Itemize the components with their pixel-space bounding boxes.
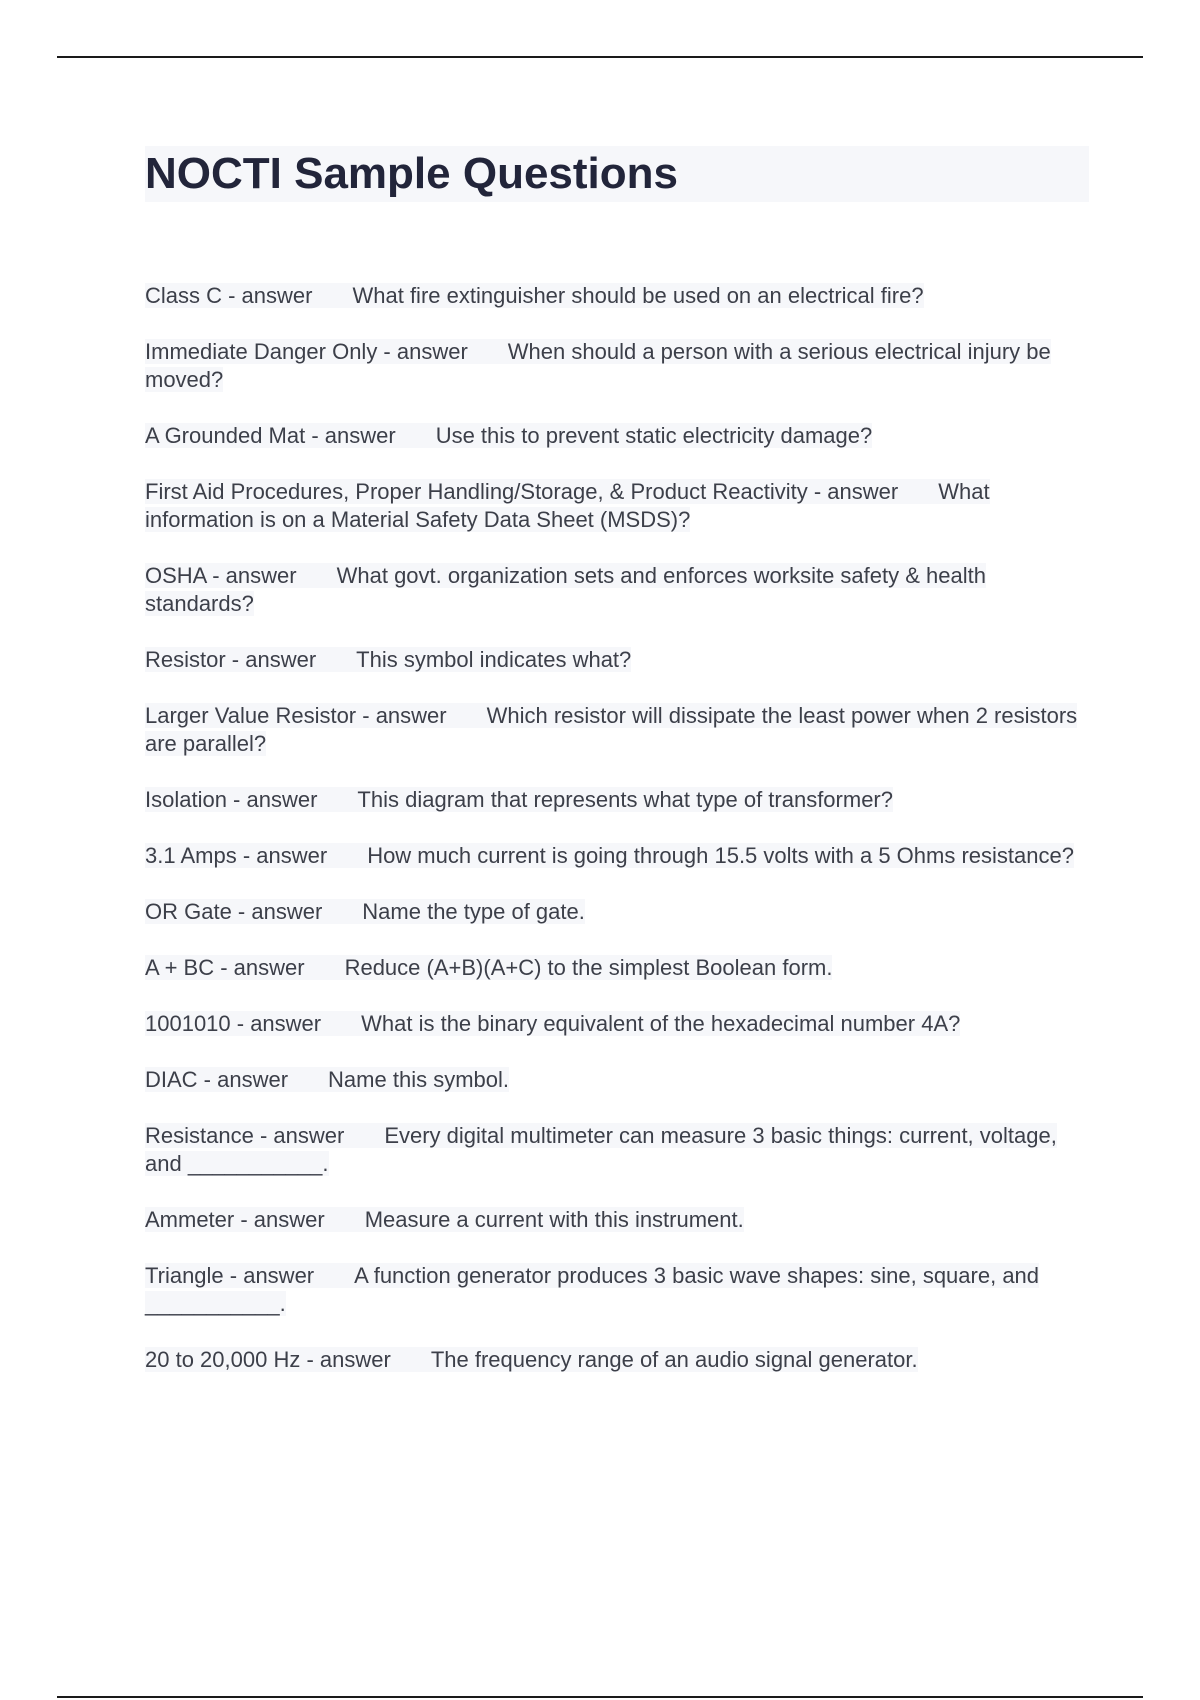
qa-question: When should a person with a serious electrical injury be moved? bbox=[145, 339, 1051, 392]
qa-item bbox=[145, 1206, 1089, 1234]
qa-answer: Class C - answer bbox=[145, 283, 313, 308]
qa-answer: 1001010 - answer bbox=[145, 1011, 322, 1036]
qa-item bbox=[145, 786, 1089, 814]
qa-question: A function generator produces 3 basic wave shapes: sine, square, and ___________. bbox=[145, 1263, 1040, 1316]
qa-answer: First Aid Procedures, Proper Handling/Storage, & Product Reactivity - answer bbox=[145, 479, 899, 504]
qa-question: This diagram that represents what type of transformer? bbox=[357, 787, 893, 812]
qa-question: What govt. organization sets and enforces worksite safety & health standards? bbox=[145, 563, 986, 616]
qa-question: Name the type of gate. bbox=[362, 899, 585, 924]
qa-answer: Resistance - answer bbox=[145, 1123, 345, 1148]
qa-answer: 3.1 Amps - answer bbox=[145, 843, 328, 868]
qa-item bbox=[145, 422, 1089, 450]
qa-answer: A Grounded Mat - answer bbox=[145, 423, 396, 448]
qa-item bbox=[145, 1346, 1089, 1374]
qa-answer: Resistor - answer bbox=[145, 647, 317, 672]
qa-answer: 20 to 20,000 Hz - answer bbox=[145, 1347, 391, 1372]
qa-question: What is the binary equivalent of the hexadecimal number 4A? bbox=[361, 1011, 961, 1036]
qa-item bbox=[145, 562, 1089, 618]
qa-answer: OSHA - answer bbox=[145, 563, 297, 588]
page-title: NOCTI Sample Questions bbox=[145, 149, 678, 198]
top-rule bbox=[57, 56, 1143, 58]
qa-item bbox=[145, 702, 1089, 758]
qa-answer: Ammeter - answer bbox=[145, 1207, 325, 1232]
qa-question: This symbol indicates what? bbox=[356, 647, 632, 672]
qa-answer: A + BC - answer bbox=[145, 955, 305, 980]
qa-question: Every digital multimeter can measure 3 basic things: current, voltage, and ___________. bbox=[145, 1123, 1057, 1176]
title-band bbox=[145, 146, 1089, 202]
qa-item bbox=[145, 842, 1089, 870]
qa-answer: Larger Value Resistor - answer bbox=[145, 703, 447, 728]
bottom-rule bbox=[57, 1696, 1143, 1698]
qa-answer: OR Gate - answer bbox=[145, 899, 323, 924]
qa-answer: DIAC - answer bbox=[145, 1067, 289, 1092]
qa-question: How much current is going through 15.5 volts with a 5 Ohms resistance? bbox=[367, 843, 1074, 868]
qa-question: The frequency range of an audio signal generator. bbox=[430, 1347, 918, 1372]
qa-item bbox=[145, 1122, 1089, 1178]
qa-item bbox=[145, 1066, 1089, 1094]
qa-question: Use this to prevent static electricity damage? bbox=[435, 423, 873, 448]
qa-question: What information is on a Material Safety Data Sheet (MSDS)? bbox=[145, 479, 990, 532]
qa-question: What fire extinguisher should be used on an electrical fire? bbox=[352, 283, 924, 308]
qa-item bbox=[145, 646, 1089, 674]
qa-answer: Triangle - answer bbox=[145, 1263, 315, 1288]
qa-question: Measure a current with this instrument. bbox=[364, 1207, 744, 1232]
qa-item bbox=[145, 954, 1089, 982]
qa-item bbox=[145, 898, 1089, 926]
qa-item bbox=[145, 478, 1089, 534]
qa-item bbox=[145, 1262, 1089, 1318]
qa-item bbox=[145, 282, 1089, 310]
qa-question: Which resistor will dissipate the least power when 2 resistors are parallel? bbox=[145, 703, 1078, 756]
qa-answer: Immediate Danger Only - answer bbox=[145, 339, 468, 364]
qa-answer: Isolation - answer bbox=[145, 787, 318, 812]
qa-item bbox=[145, 338, 1089, 394]
document-body bbox=[145, 146, 1089, 1402]
qa-list bbox=[145, 282, 1089, 1374]
qa-question: Name this symbol. bbox=[328, 1067, 509, 1092]
qa-item bbox=[145, 1010, 1089, 1038]
qa-question: Reduce (A+B)(A+C) to the simplest Boolean form. bbox=[344, 955, 833, 980]
